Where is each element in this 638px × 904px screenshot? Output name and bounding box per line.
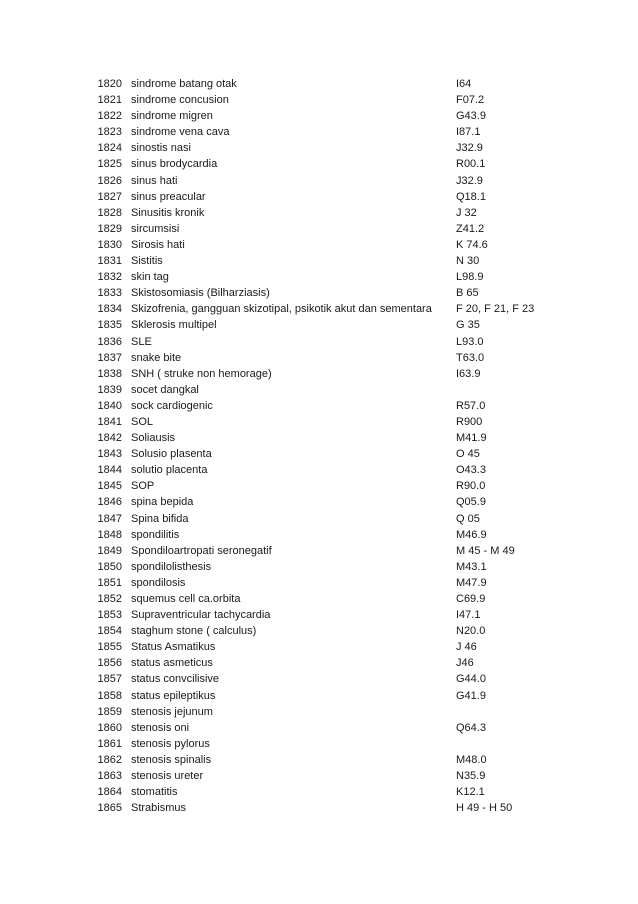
icd-code: N 30 [456,255,480,268]
row-number: 1847 [97,512,122,525]
icd-code: M 45 - M 49 [456,544,515,557]
diagnosis-term: Sirosis hati [131,238,185,251]
diagnosis-term: Skizofrenia, gangguan skizotipal, psikotik akut dan sementara [131,303,432,316]
list-row [0,768,638,784]
list-row [0,591,638,607]
diagnosis-term: Sinusitis kronik [131,206,205,219]
diagnosis-term: solutio placenta [131,464,208,477]
icd-code: G 35 [456,319,480,332]
row-number: 1860 [97,721,122,734]
list-row [0,559,638,575]
list-row [0,543,638,559]
row-number: 1837 [97,351,122,364]
diagnosis-term: stenosis oni [131,721,190,734]
list-row [0,494,638,510]
list-row [0,655,638,671]
list-row [0,430,638,446]
list-row [0,124,638,140]
list-row [0,156,638,172]
icd-code: L93.0 [456,335,484,348]
row-number: 1832 [97,271,122,284]
row-number: 1863 [97,770,122,783]
icd-code: O 45 [456,448,480,461]
list-row [0,446,638,462]
icd-code: Q18.1 [456,190,486,203]
row-number: 1840 [97,399,122,412]
icd-code: J 46 [456,641,477,654]
list-row [0,639,638,655]
icd-code: M46.9 [456,528,487,541]
diagnosis-term: sinus brodycardia [131,158,218,171]
icd-code: H 49 - H 50 [456,802,513,815]
list-row [0,720,638,736]
list-row [0,752,638,768]
list-row [0,221,638,237]
icd-code: G41.9 [456,689,486,702]
diagnosis-term: sock cardiogenic [131,399,213,412]
diagnosis-term: Solusio plasenta [131,448,212,461]
list-row [0,317,638,333]
icd-code: G44.0 [456,673,486,686]
diagnosis-term: spondilolisthesis [131,560,212,573]
diagnosis-term: status convcilisive [131,673,220,686]
row-number: 1829 [97,222,122,235]
icd-code: C69.9 [456,593,486,605]
diagnosis-term: Spina bifida [131,512,189,525]
diagnosis-term: sindrome batang otak [131,78,237,90]
row-number: 1858 [97,689,122,702]
row-number: 1831 [97,255,122,268]
row-number: 1857 [97,673,122,686]
icd-code: F07.2 [456,94,485,107]
diagnosis-term: Skistosomiasis (Bilharziasis) [131,287,270,300]
list-row [0,382,638,398]
diagnosis-term: skin tag [131,271,169,284]
diagnosis-term: stenosis spinalis [131,753,212,766]
icd-code: I47.1 [456,609,481,622]
diagnosis-term: SOL [131,415,154,428]
icd-code: J32.9 [456,142,483,155]
row-number: 1839 [97,383,122,396]
row-number: 1852 [97,593,122,605]
row-number: 1842 [97,432,122,445]
row-number: 1862 [97,753,122,766]
icd-code: Z41.2 [456,222,485,235]
icd-code: R57.0 [456,399,486,412]
diagnosis-term: stenosis ureter [131,770,204,783]
list-row [0,704,638,720]
list-row [0,92,638,108]
diagnosis-term: sindrome vena cava [131,126,230,139]
list-row [0,736,638,752]
diagnosis-code-list [0,76,638,816]
icd-code: K 74.6 [456,238,488,251]
row-number: 1834 [97,303,122,316]
list-row [0,366,638,382]
icd-code: T63.0 [456,351,485,364]
list-row [0,688,638,704]
diagnosis-term: spondilosis [131,576,186,589]
diagnosis-term: SNH ( struke non hemorage) [131,367,272,380]
row-number: 1853 [97,609,122,622]
diagnosis-term: sinostis nasi [131,142,191,155]
diagnosis-term: spina bepida [131,496,194,509]
icd-code: R90.0 [456,480,486,493]
diagnosis-term: Supraventricular tachycardia [131,609,271,622]
list-row [0,301,638,317]
row-number: 1836 [97,335,122,348]
row-number: 1854 [97,625,122,638]
diagnosis-term: stomatitis [131,786,178,799]
icd-code: I87.1 [456,126,481,139]
row-number: 1851 [97,576,122,589]
list-row [0,671,638,687]
row-number: 1846 [97,496,122,509]
icd-code: L98.9 [456,271,484,284]
icd-code: F 20, F 21, F 23 [456,303,535,316]
diagnosis-term: Sistitis [131,255,163,268]
icd-code: M43.1 [456,560,487,573]
diagnosis-term: sindrome migren [131,110,213,123]
icd-code: M47.9 [456,576,487,589]
row-number: 1843 [97,448,122,461]
row-number: 1833 [97,287,122,300]
list-row [0,414,638,430]
diagnosis-term: Sklerosis multipel [131,319,217,332]
diagnosis-term: sinus preacular [131,190,206,203]
list-row [0,189,638,205]
diagnosis-term: SLE [131,335,152,348]
icd-code: I64 [456,78,472,90]
diagnosis-term: sindrome concusion [131,94,229,107]
diagnosis-term: status asmeticus [131,657,213,670]
diagnosis-term: stenosis jejunum [131,705,213,718]
list-row [0,575,638,591]
diagnosis-term: Spondiloartropati seronegatif [131,544,272,557]
icd-code: I63.9 [456,367,481,380]
icd-code: K12.1 [456,786,485,799]
row-number: 1827 [97,190,122,203]
list-row [0,140,638,156]
list-row [0,269,638,285]
row-number: 1820 [97,78,122,90]
diagnosis-term: Status Asmatikus [131,641,216,654]
row-number: 1845 [97,480,122,493]
list-row [0,350,638,366]
row-number: 1825 [97,158,122,171]
list-row [0,253,638,269]
list-row [0,462,638,478]
row-number: 1828 [97,206,122,219]
list-row [0,334,638,350]
diagnosis-term: stenosis pylorus [131,737,210,750]
diagnosis-term: sinus hati [131,174,178,187]
row-number: 1823 [97,126,122,139]
row-number: 1844 [97,464,122,477]
row-number: 1821 [97,94,122,107]
row-number: 1865 [97,802,122,815]
list-row [0,800,638,816]
list-row [0,398,638,414]
list-row [0,108,638,124]
row-number: 1856 [97,657,122,670]
list-row [0,784,638,800]
row-number: 1824 [97,142,122,155]
list-row [0,623,638,639]
row-number: 1841 [97,415,122,428]
row-number: 1830 [97,238,122,251]
icd-code: R00.1 [456,158,486,171]
icd-code: O43.3 [456,464,486,477]
icd-code: G43.9 [456,110,486,123]
list-row [0,237,638,253]
diagnosis-term: staghum stone ( calculus) [131,625,257,638]
row-number: 1850 [97,560,122,573]
icd-code: Q 05 [456,512,480,525]
list-row [0,527,638,543]
diagnosis-term: squemus cell ca.orbita [131,593,241,605]
list-row [0,205,638,221]
row-number: 1849 [97,544,122,557]
row-number: 1864 [97,786,122,799]
icd-code: M41.9 [456,432,487,445]
row-number: 1826 [97,174,122,187]
row-number: 1859 [97,705,122,718]
diagnosis-term: socet dangkal [131,383,199,396]
icd-code: Q64.3 [456,721,486,734]
row-number: 1855 [97,641,122,654]
icd-code: Q05.9 [456,496,486,509]
icd-code: B 65 [456,287,479,300]
list-row [0,478,638,494]
list-row [0,173,638,189]
list-row [0,511,638,527]
list-row [0,285,638,301]
icd-code: J32.9 [456,174,483,187]
diagnosis-term: spondilitis [131,528,180,541]
row-number: 1838 [97,367,122,380]
diagnosis-term: Strabismus [131,802,187,815]
diagnosis-term: sircumsisi [131,222,180,235]
diagnosis-term: SOP [131,480,155,493]
icd-code: J 32 [456,206,477,219]
row-number: 1861 [97,737,122,750]
icd-code: N35.9 [456,770,486,783]
diagnosis-term: status epileptikus [131,689,216,702]
icd-code: M48.0 [456,753,487,766]
diagnosis-term: Soliausis [131,432,176,445]
diagnosis-term: snake bite [131,351,182,364]
row-number: 1835 [97,319,122,332]
icd-code: J46 [456,657,474,670]
row-number: 1822 [97,110,122,123]
list-row [0,76,638,92]
row-number: 1848 [97,528,122,541]
icd-code: N20.0 [456,625,486,638]
icd-code: R900 [456,415,483,428]
list-row [0,607,638,623]
